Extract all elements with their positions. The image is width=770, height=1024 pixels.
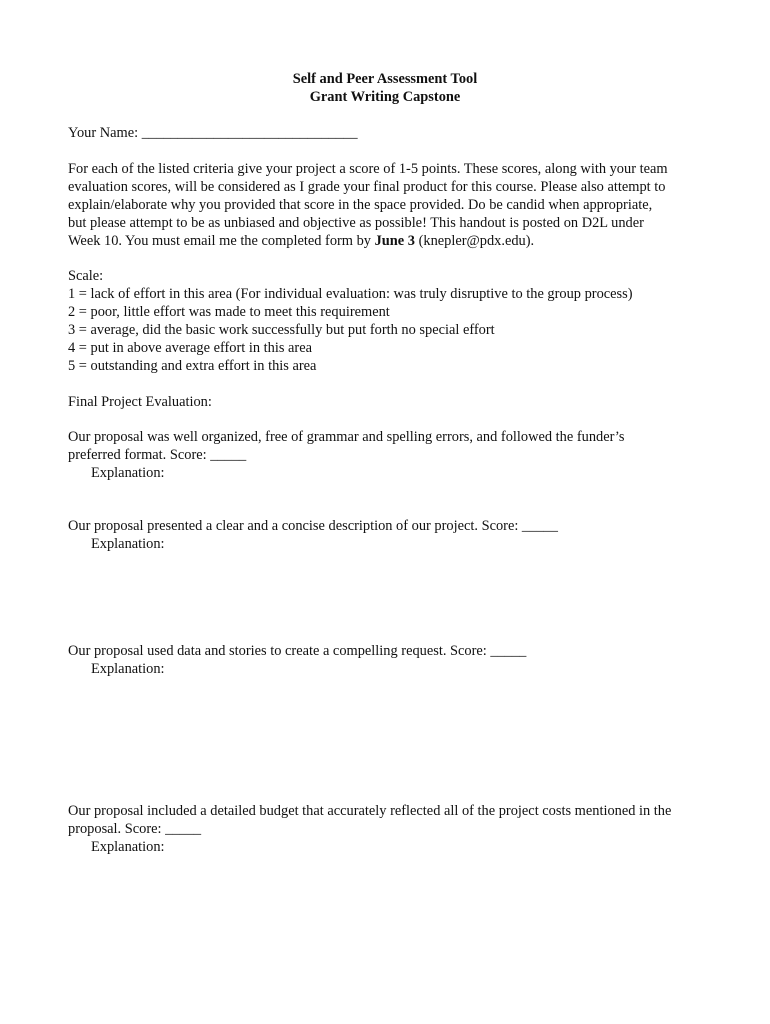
explanation-label: Explanation:	[91, 839, 165, 855]
criterion-text: Our proposal was well organized, free of grammar and spelling errors, and followed the funder’s	[68, 429, 625, 445]
intro-line: but please attempt to be as unbiased and objective as possible! This handout is posted on D2L under	[68, 215, 644, 231]
criterion-3	[68, 642, 718, 678]
intro-line: For each of the listed criteria give your project a score of 1-5 points. These scores, along with your team	[68, 161, 668, 177]
criterion-2	[68, 517, 718, 553]
email-text: (knepler@pdx.edu).	[414, 233, 535, 249]
scale-item: 2 = poor, little effort was made to meet this requirement	[68, 304, 390, 320]
criterion-text: Our proposal included a detailed budget that accurately reflected all of the project costs mentioned in the	[68, 803, 672, 819]
explanation-label: Explanation:	[91, 465, 165, 481]
final-evaluation-heading	[68, 393, 718, 411]
due-date: June 3	[374, 233, 415, 249]
document-subtitle: Grant Writing Capstone	[309, 89, 461, 105]
criterion-score-line: proposal. Score: _____	[68, 821, 202, 837]
scale-item: 4 = put in above average effort in this area	[68, 340, 313, 356]
scale-item: 3 = average, did the basic work successfully but put forth no special effort	[68, 322, 495, 338]
name-field-text: Your Name: ______________________________	[68, 125, 358, 141]
criterion-1	[68, 428, 718, 482]
intro-paragraph	[68, 160, 718, 250]
document-title: Self and Peer Assessment Tool	[292, 71, 478, 87]
scale-section	[68, 267, 718, 375]
intro-text: Week 10. You must email me the completed form by	[68, 233, 375, 249]
scale-heading: Scale:	[68, 268, 104, 284]
criterion-score-line: Our proposal presented a clear and a concise description of our project. Score: _____	[68, 518, 558, 534]
scale-item: 1 = lack of effort in this area (For individual evaluation: was truly disruptive to the group process)	[68, 286, 633, 302]
intro-line	[68, 232, 718, 250]
criterion-score-line: preferred format. Score: _____	[68, 447, 247, 463]
explanation-label: Explanation:	[91, 661, 165, 677]
section-heading: Final Project Evaluation:	[68, 394, 212, 410]
intro-line: explain/elaborate why you provided that score in the space provided. Do be candid when appropriate,	[68, 197, 653, 213]
name-field-line	[68, 124, 718, 142]
scale-item: 5 = outstanding and extra effort in this area	[68, 358, 317, 374]
document-header	[0, 70, 770, 106]
criterion-score-line: Our proposal used data and stories to create a compelling request. Score: _____	[68, 643, 527, 659]
explanation-label: Explanation:	[91, 536, 165, 552]
criterion-4	[68, 802, 718, 856]
intro-line: evaluation scores, will be considered as I grade your final product for this course. Please also attempt to	[68, 179, 666, 195]
